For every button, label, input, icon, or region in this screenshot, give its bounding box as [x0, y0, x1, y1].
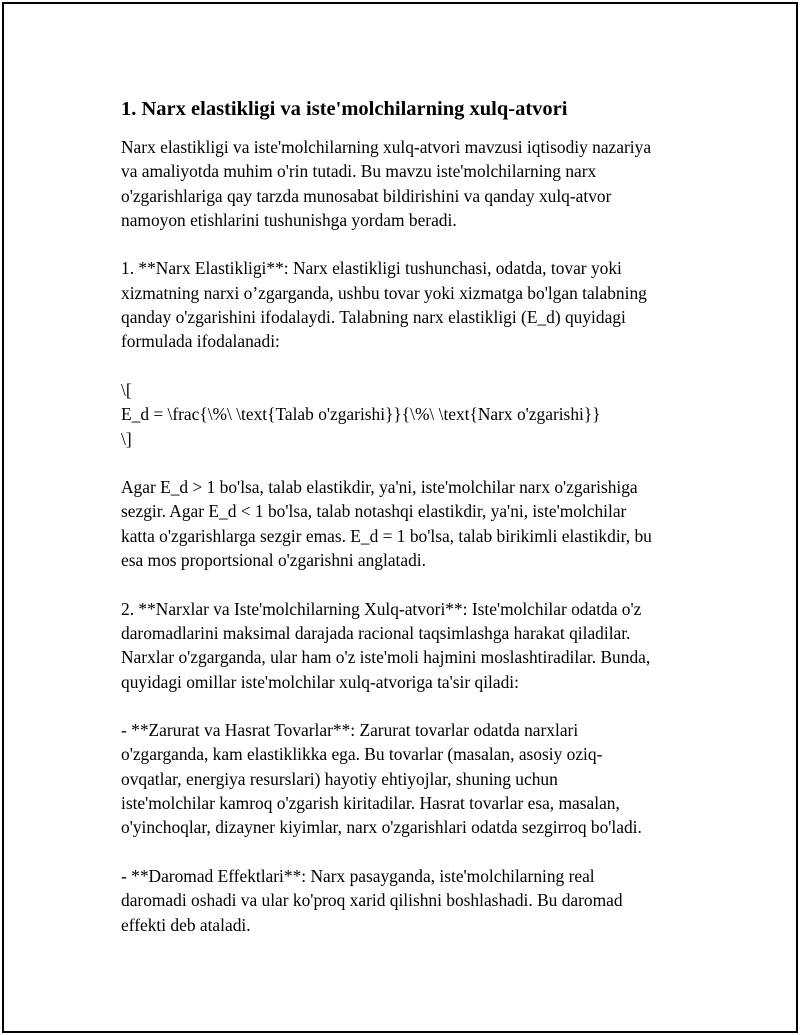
formula-block: \[ E_d = \frac{\%\ \text{Talab o'zgarishi}}{\%\ \text{Narx o'zgarishi}} \]	[121, 379, 601, 449]
necessity-luxury-goods-paragraph: - **Zarurat va Hasrat Tovarlar**: Zarurat tovarlar odatda narxlari o'zgarganda, kam elastiklikka ega. Bu tovarlar (masalan, asosiy oziq- ovqatlar, energiya resurslari) hayotiy ehtiyojlar, shuning uchun iste'molchilar kamroq o'zgarish kiritadilar. Hasrat tovarlar esa, masalan, o'yinchoqlar, dizayner kiyimlar, narx o'zgarishlari odatda sezgirroq bo'ladi.	[121, 720, 642, 838]
income-effect-paragraph: - **Daromad Effektlari**: Narx pasayganda, iste'molchilarning real daromadi oshadi va ular ko'proq xarid qilishni boshlashadi. Bu daromad effekti deb ataladi.	[121, 865, 623, 935]
consumer-behavior-paragraph: 2. **Narxlar va Iste'molchilarning Xulq-atvori**: Iste'molchilar odatda o'z daromadlarini maksimal darajada racional taqsimlashga harakat qiladilar. Narxlar o'zgarganda, ular ham o'z iste'moli hajmini moslashtiradilar. Bunda, quyidagi omillar iste'molchilar xulq-atvoriga ta'sir qiladi:	[121, 598, 651, 692]
paragraph-spacer	[121, 451, 701, 475]
document-body	[121, 95, 701, 937]
paragraph-spacer	[121, 840, 701, 864]
intro-paragraph: Narx elastikligi va iste'molchilarning xulq-atvori mavzusi iqtisodiy nazariya va amaliyotda muhim o'rin tutadi. Bu mavzu iste'molchilarning narx o'zgarishlariga qay tarzda munosabat bildirishini va qanday xulq-atvor namoyon etishlarini tushunishga yordam beradi.	[121, 137, 652, 230]
paragraph-spacer	[121, 694, 701, 718]
paragraph-spacer	[121, 572, 701, 596]
page-frame	[2, 2, 798, 1033]
elasticity-explanation-paragraph: Agar E_d > 1 bo'lsa, talab elastikdir, ya'ni, iste'molchilar narx o'zgarishiga sezgir. Agar E_d < 1 bo'lsa, talab notashqi elastikdir, ya'ni, iste'molchilar katta o'zgarishlarga sezgir emas. E_d = 1 bo'lsa, talab birikimli elastikdir, bu esa mos proportsional o'zgarishni anglatadi.	[121, 477, 652, 571]
price-elasticity-paragraph: 1. **Narx Elastikligi**: Narx elastikligi tushunchasi, odatda, tovar yoki xizmatning narxi o’zgarganda, ushbu tovar yoki xizmatga bo'lgan talabning qanday o'zgarishini ifodalaydi. Talabning narx elastikligi (E_d) quyidagi formulada ifodalanadi:	[121, 258, 647, 352]
paragraph-spacer	[121, 232, 701, 256]
paragraph-spacer	[121, 354, 701, 378]
section-heading: 1. Narx elastikligi va iste'molchilarning xulq-atvori	[121, 98, 568, 120]
